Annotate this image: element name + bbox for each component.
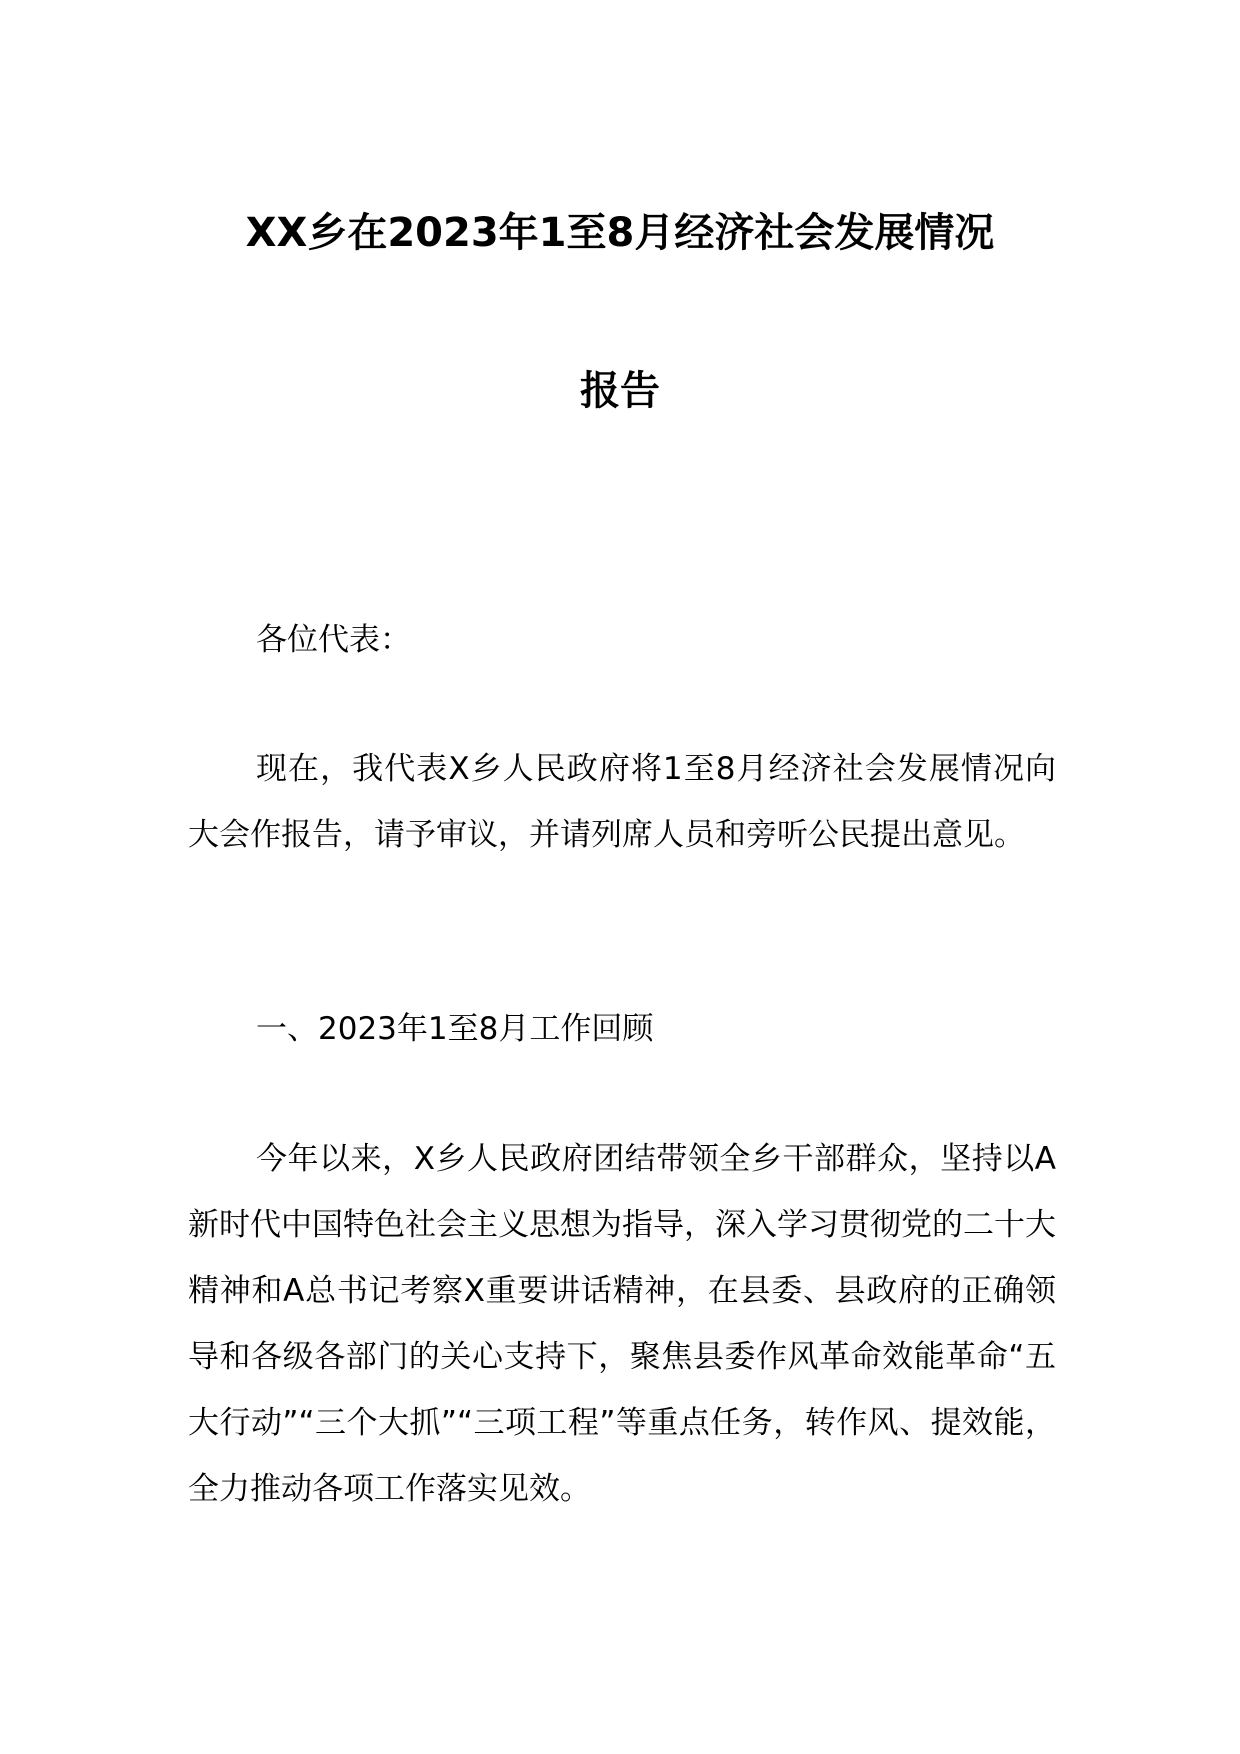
- report-title-line-1: XX乡在2023年1至8月经济社会发展情况: [245, 210, 995, 256]
- intro-paragraph: 现在，我代表X乡人民政府将1至8月经济社会发展情况向大会作报告，请予审议，并请列席人员和旁听公民提出意见。: [188, 751, 1056, 853]
- report-title-line-2: 报告: [580, 368, 660, 414]
- section-heading: 一、2023年1至8月工作回顾: [256, 1011, 654, 1047]
- salutation: 各位代表：: [256, 622, 411, 658]
- review-paragraph: 今年以来，X乡人民政府团结带领全乡干部群众，坚持以A新时代中国特色社会主义思想为指导，深入学习贯彻党的二十大精神和A总书记考察X重要讲话精神，在县委、县政府的正确领导和各级各部门的关心支持下，聚焦县委作风革命效能革命“五大行动”“三个大抓”“三项工程”等重点任务，转作风、提效能，全力推动各项工作落实见效。: [188, 1141, 1056, 1507]
